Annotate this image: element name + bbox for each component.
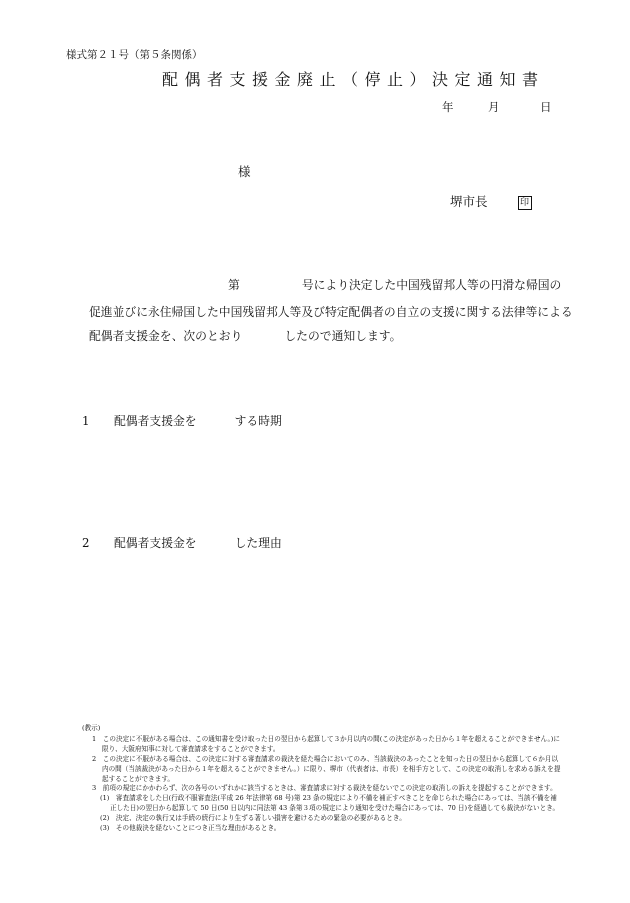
body-line3-prefix: 配偶者支援金を、次のとおり bbox=[89, 329, 243, 343]
date-year: 年 bbox=[442, 100, 454, 114]
issuer-line bbox=[450, 192, 532, 210]
item-2-prefix: 配偶者支援金を bbox=[114, 536, 197, 550]
instruction-item: 2 この決定に不服がある場合は、この決定に対する審査請求の裁決を経た場合においてのみ、当該裁決のあったことを知った日の翌日から起算して６か月以内の間（当該裁決があった日から１年を超えることができません。）に限り、堺市（代表者は、市長）を相手方として、この決定の取消しを求める訴えを提起することができます。 bbox=[92, 754, 561, 783]
item-1 bbox=[82, 412, 282, 429]
date-month: 月 bbox=[488, 100, 500, 114]
item-1-number: 1 bbox=[82, 414, 90, 428]
body-line1-suffix: 号により決定した中国残留邦人等の円滑な帰国の bbox=[301, 278, 562, 292]
instruction-item: 3 前項の規定にかかわらず、次の各号のいずれかに該当するときは、審査請求に対する裁決を経ないでこの決定の取消しの訴えを提起することができます。 bbox=[92, 784, 557, 793]
body-line-1 bbox=[228, 276, 561, 293]
item-1-prefix: 配偶者支援金を bbox=[114, 414, 197, 428]
item-1-suffix: する時期 bbox=[234, 414, 282, 428]
body-line-2: 促進並びに永住帰国した中国残留邦人等及び特定配偶者の自立の支援に関する法律等による bbox=[89, 305, 573, 319]
instruction-item: 1 この決定に不服がある場合は、この通知書を受け取った日の翌日から起算して３か月以内の間(この決定があった日から１年を超えることができません。)に限り、大阪府知事に対して審査請求をすることができます。 bbox=[92, 734, 560, 753]
body-line3-suffix: したので通知します。 bbox=[284, 329, 402, 343]
item-2-number: 2 bbox=[82, 536, 90, 550]
recipient-suffix: 様 bbox=[238, 164, 251, 179]
issuer-name: 堺市長 bbox=[450, 194, 488, 209]
date-line bbox=[442, 99, 552, 115]
date-day: 日 bbox=[540, 100, 552, 114]
body-line1-prefix: 第 bbox=[228, 278, 240, 292]
instructions-heading: (教示) bbox=[82, 724, 101, 732]
instruction-sub-item: (1) 審査請求をした日(行政不服審査法(平成 26 年法律第 68 号)第 23 条の規定により不備を補正すべきことを命じられた場合にあっては、当該不備を補正した日)の翌日から起算して 50 日(50 日以内に同法第 43 条第３項の規定により通知を受けた場合にあっては、70 日)を経過しても裁決がないとき。 bbox=[100, 794, 560, 813]
form-number: 様式第２１号（第５条関係） bbox=[66, 49, 203, 61]
document-title: 配偶者支援金廃止（停止）決定通知書 bbox=[162, 70, 545, 89]
seal-mark: 印 bbox=[518, 196, 532, 210]
instruction-sub-item: (2) 決定、決定の執行又は手続の続行により生ずる著しい損害を避けるための緊急の必要があるとき。 bbox=[100, 814, 406, 823]
body-line-3 bbox=[89, 327, 401, 344]
item-2-suffix: した理由 bbox=[234, 536, 282, 550]
item-2 bbox=[82, 534, 282, 551]
instruction-sub-item: (3) その他裁決を経ないことにつき正当な理由があるとき。 bbox=[100, 824, 281, 833]
instructions-block bbox=[82, 724, 562, 834]
